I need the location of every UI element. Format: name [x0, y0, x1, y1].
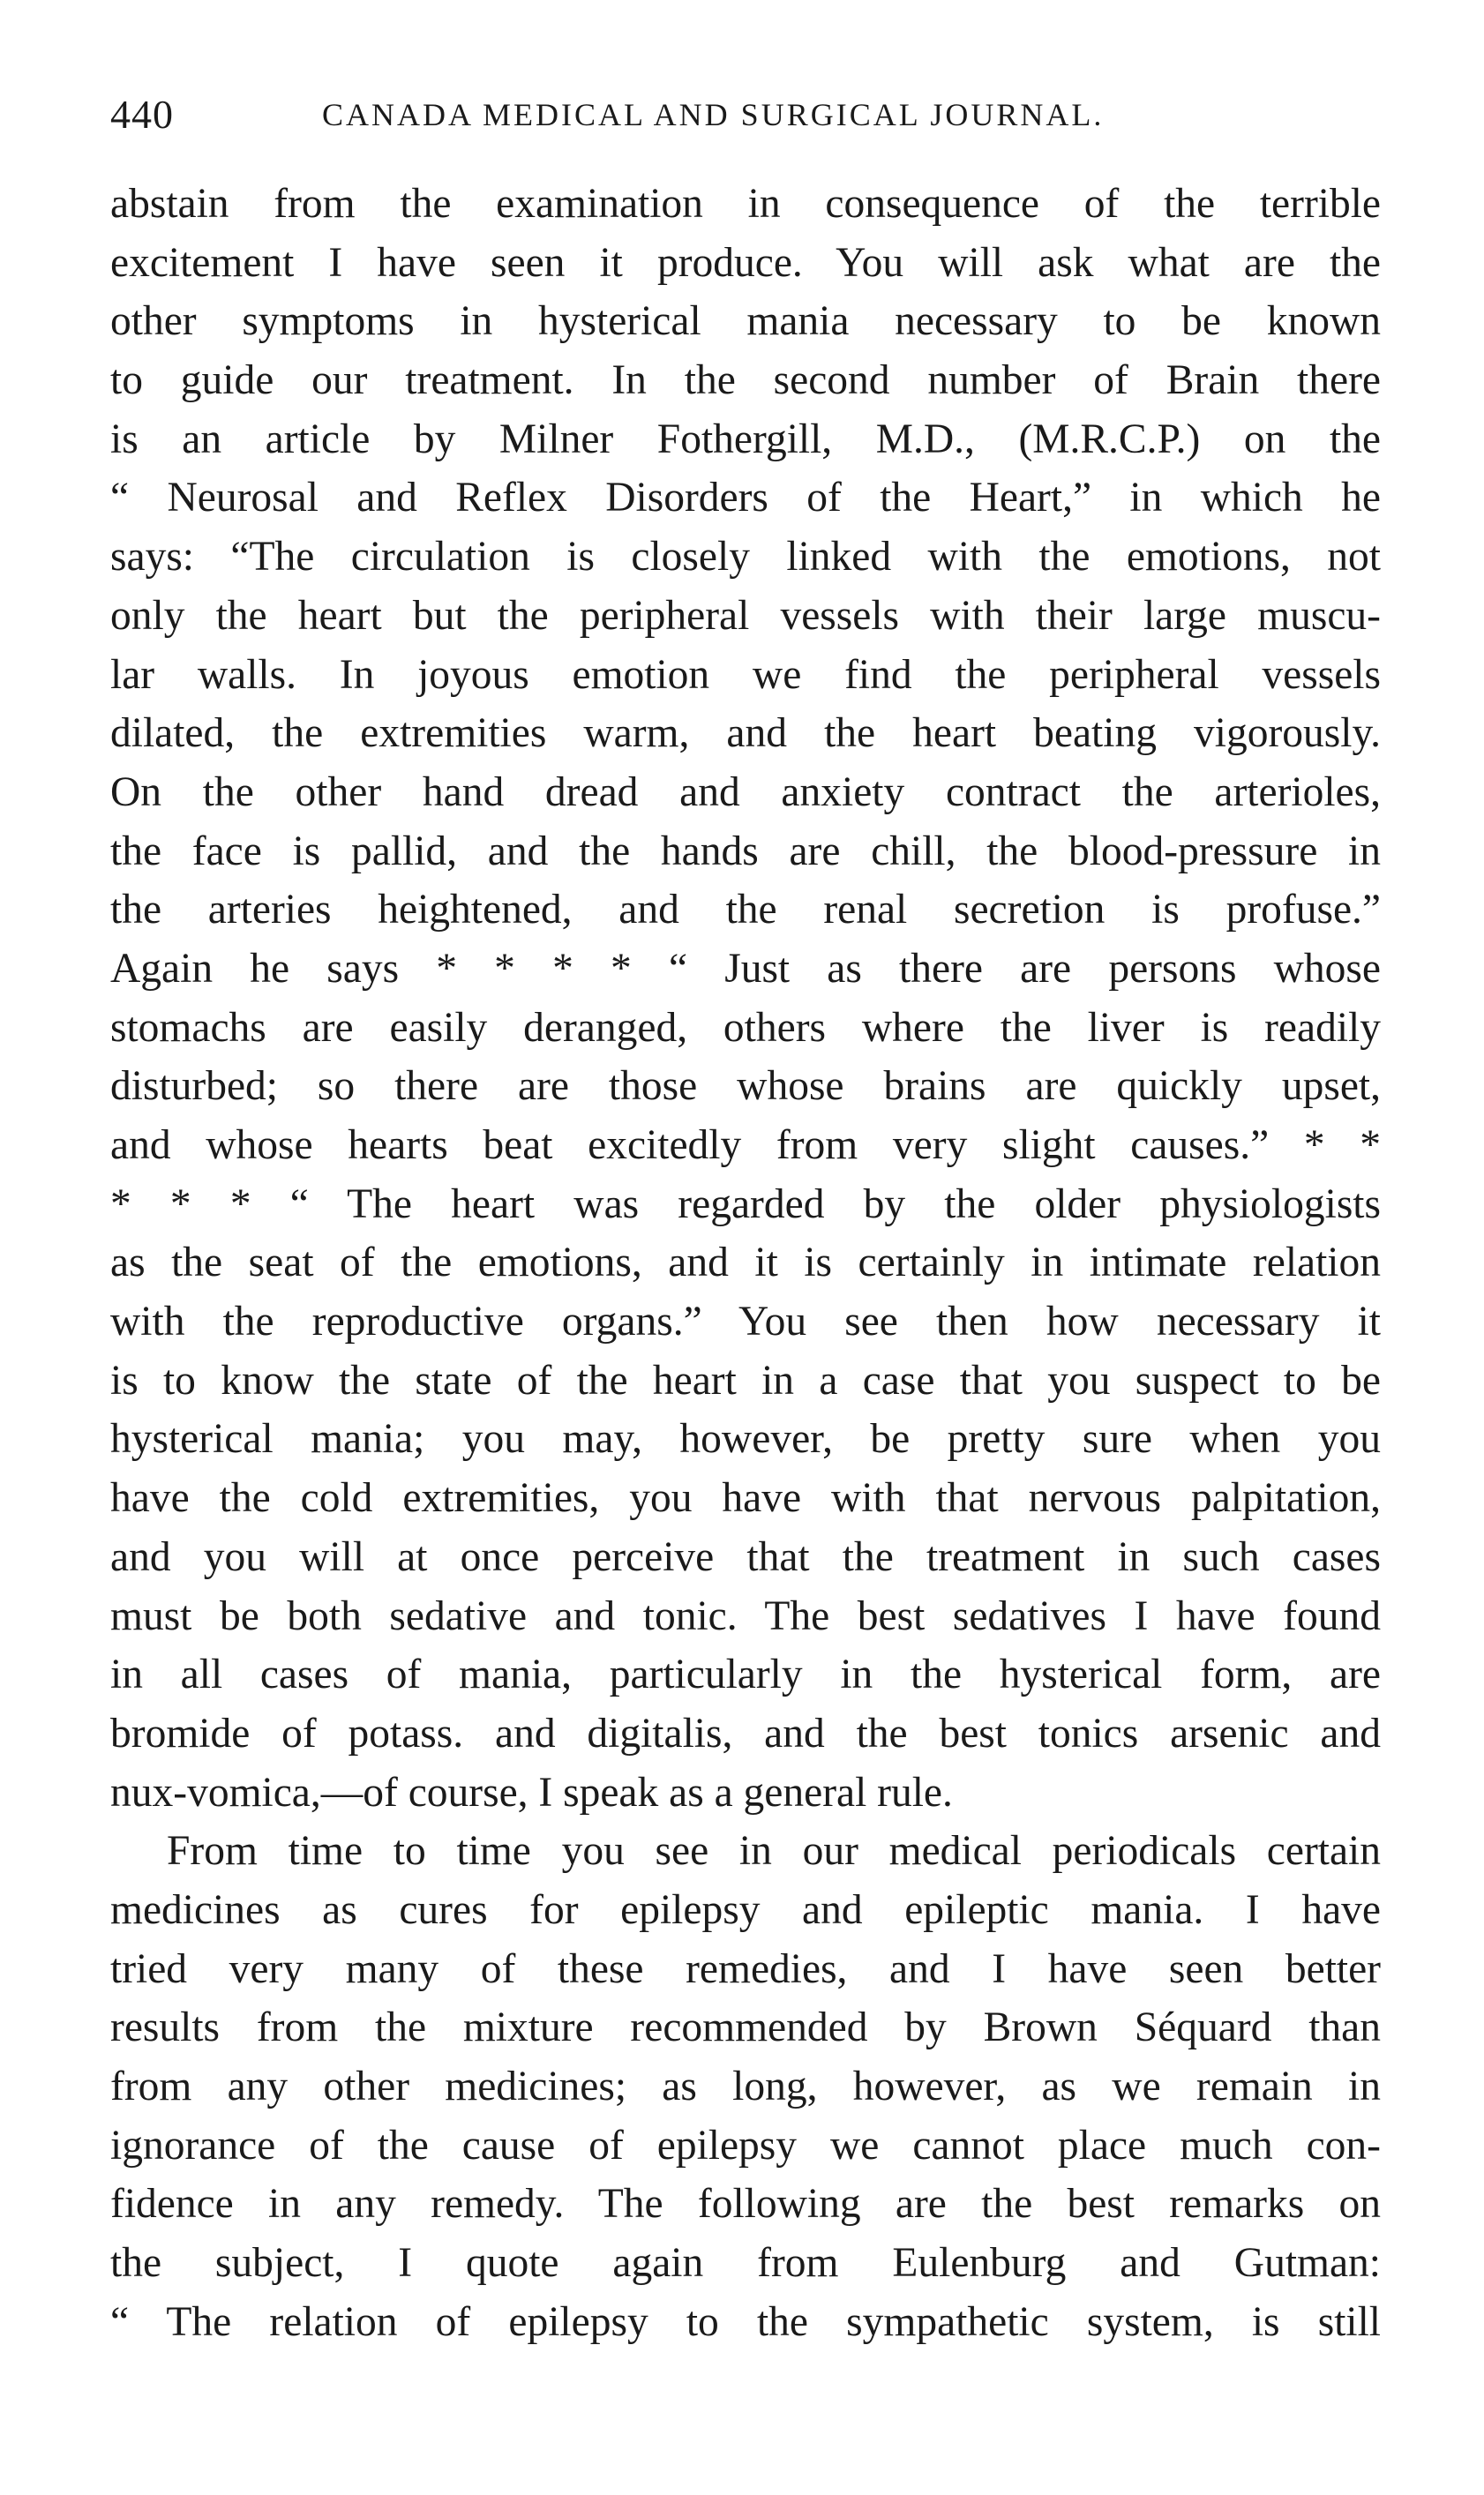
text-line: stomachs are easily deranged, others where the liver is readily	[110, 1004, 1381, 1051]
text-line: to guide our treatment. In the second number of Brain there	[110, 357, 1381, 404]
text-line: lar walls. In joyous emotion we find the peripheral vessels	[110, 651, 1381, 698]
text-line: the subject, I quote again from Eulenburg and Gutman:	[110, 2240, 1381, 2287]
text-line: “ Neurosal and Reflex Disorders of the Heart,” in which he	[110, 475, 1381, 521]
text-line: the arteries heightened, and the renal secretion is profuse.”	[110, 887, 1381, 933]
text-line: in all cases of mania, particularly in the hysterical form, are	[110, 1652, 1381, 1698]
journal-title: CANADA MEDICAL AND SURGICAL JOURNAL.	[322, 97, 1105, 132]
text-line: On the other hand dread and anxiety contract the arterioles,	[110, 768, 1381, 815]
text-line: as the seat of the emotions, and it is certainly in intimate relation	[110, 1240, 1381, 1286]
text-line: “ The relation of epilepsy to the sympathetic system, is still	[110, 2298, 1381, 2345]
text-line: Again he says * * * * “ Just as there are persons whose	[110, 945, 1381, 992]
text-line: only the heart but the peripheral vessels with their large muscu-	[110, 592, 1381, 639]
text-line: medicines as cures for epilepsy and epileptic mania. I have	[110, 1886, 1381, 1933]
text-line: tried very many of these remedies, and I have seen better	[110, 1945, 1381, 1992]
text-line: is an article by Milner Fothergill, M.D., (M.R.C.P.) on the	[110, 416, 1381, 462]
text-line: the face is pallid, and the hands are chill, the blood-pressure in	[110, 828, 1381, 874]
page-number: 440	[110, 92, 174, 137]
text-line: hysterical mania; you may, however, be pretty sure when you	[110, 1416, 1381, 1463]
text-line: is to know the state of the heart in a case that you suspect to be	[110, 1357, 1381, 1404]
text-line: dilated, the extremities warm, and the heart beating vigorously.	[110, 710, 1381, 757]
paragraph-start-line: From time to time you see in our medical periodicals certain	[167, 1828, 1381, 1875]
text-line: from any other medicines; as long, however, as we remain in	[110, 2064, 1381, 2109]
text-line: and you will at once perceive that the treatment in such cases	[110, 1533, 1381, 1580]
text-line: fidence in any remedy. The following are the best remarks on	[110, 2181, 1381, 2228]
text-line: excitement I have seen it produce. You will ask what are the	[110, 239, 1381, 286]
text-line: abstain from the examination in consequence of the terrible	[110, 181, 1381, 227]
text-line: says: “The circulation is closely linked with the emotions, not	[110, 534, 1381, 581]
text-line: have the cold extremities, you have with that nervous palpitation,	[110, 1475, 1381, 1522]
text-line: results from the mixture recommended by Brown Séquard than	[110, 2004, 1381, 2051]
text-line: disturbed; so there are those whose brains are quickly upset,	[110, 1063, 1381, 1110]
text-line: * * * “ The heart was regarded by the older physiologists	[110, 1180, 1381, 1227]
text-line: and whose hearts beat excitedly from very slight causes.” * *	[110, 1122, 1381, 1168]
text-line: ignorance of the cause of epilepsy we cannot place much con-	[110, 2122, 1381, 2169]
paragraph-end-line: nux-vomica,—of course, I speak as a general rule.	[110, 1769, 953, 1816]
text-line: must be both sedative and tonic. The best sedatives I have found	[110, 1592, 1381, 1639]
text-line: other symptoms in hysterical mania necessary to be known	[110, 298, 1381, 345]
text-line: with the reproductive organs.” You see then how necessary it	[110, 1299, 1381, 1345]
text-line: bromide of potass. and digitalis, and the best tonics arsenic and	[110, 1710, 1381, 1757]
running-head	[110, 88, 1381, 141]
body-text	[110, 175, 1381, 2351]
